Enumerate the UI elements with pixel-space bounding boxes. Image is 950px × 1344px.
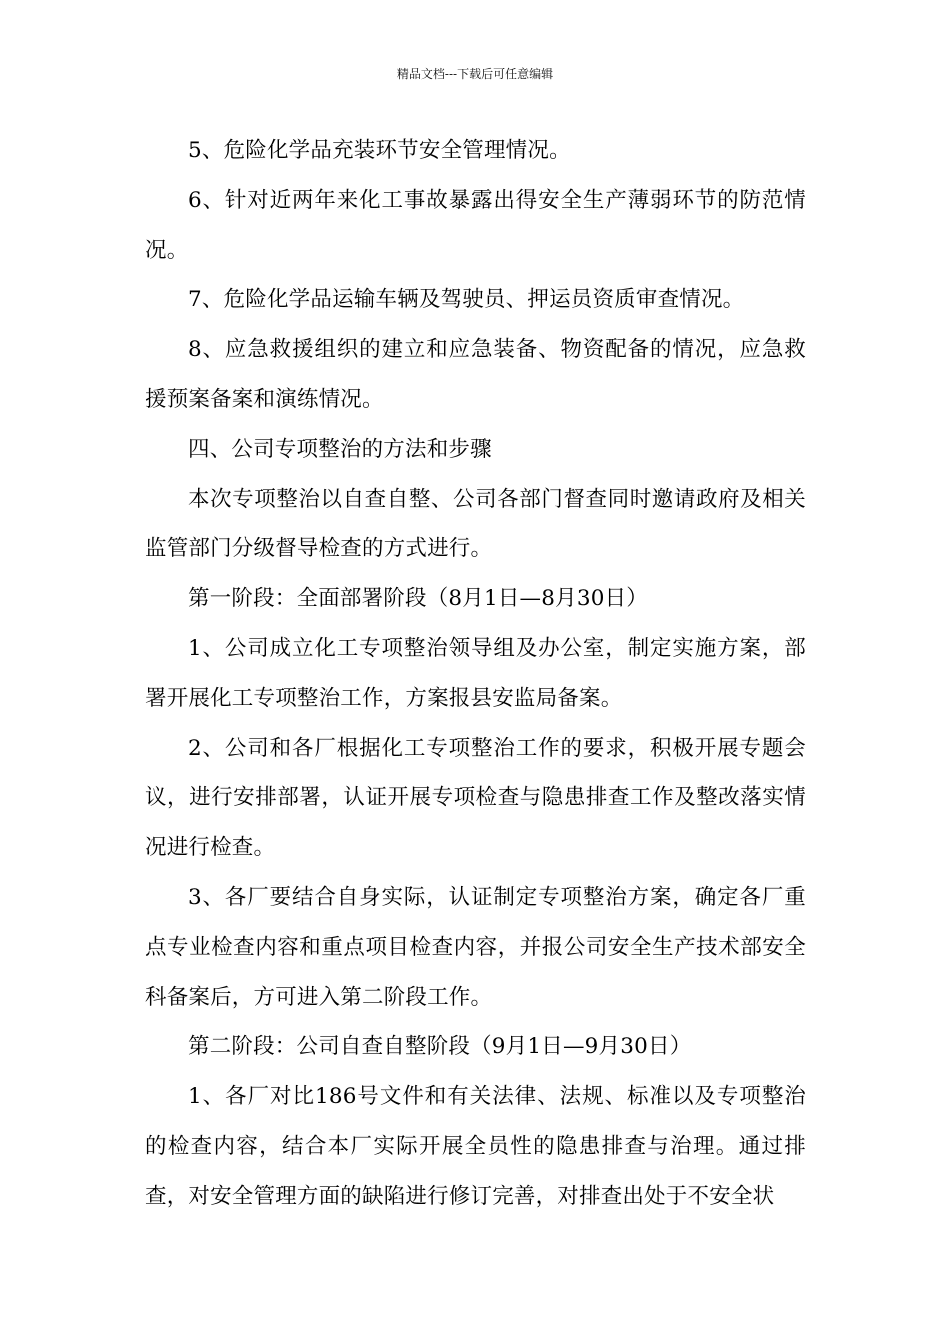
stage-two-heading: 第二阶段：公司自查自整阶段（9月1日—9月30日） xyxy=(188,1034,692,1060)
stage-two-item-1: 1、各厂对比186号文件和有关法律、法规、标准以及专项整治的检查内容，结合本厂实际开展全员性的隐患排查与治理。通过排查，对安全管理方面的缺陷进行修订完善，对排查出处于不安全状 xyxy=(145,1084,806,1209)
stage-one-heading: 第一阶段：全面部署阶段（8月1日—8月30日） xyxy=(188,586,648,612)
paragraph-item-7: 7、危险化学品运输车辆及驾驶员、押运员资质审查情况。 xyxy=(188,287,745,313)
stage-one-item-1: 1、公司成立化工专项整治领导组及办公室，制定实施方案，部署开展化工专项整治工作，方案报县安监局备案。 xyxy=(145,635,806,711)
page-header: 精品文档---下载后可任意编辑 xyxy=(396,67,554,81)
paragraph-item-5: 5、危险化学品充装环节安全管理情况。 xyxy=(188,138,571,163)
stage-one-item-2: 2、公司和各厂根据化工专项整治工作的要求，积极开展专题会议，进行安排部署，认证开展专项检查与隐患排查工作及整改落实情况进行检查。 xyxy=(145,735,806,861)
paragraph-item-6: 6、针对近两年来化工事故暴露出得安全生产薄弱环节的防范情况。 xyxy=(145,187,806,263)
section-heading-4: 四、公司专项整治的方法和步骤 xyxy=(188,436,492,462)
stage-one-item-3: 3、各厂要结合自身实际，认证制定专项整治方案，确定各厂重点专业检查内容和重点项目检查内容，并报公司安全生产技术部安全科备案后，方可进入第二阶段工作。 xyxy=(145,884,806,1010)
paragraph-item-8: 8、应急救援组织的建立和应急装备、物资配备的情况，应急救援预案备案和演练情况。 xyxy=(145,337,806,412)
paragraph-method: 本次专项整治以自查自整、公司各部门督查同时邀请政府及相关监管部门分级督导检查的方式进行。 xyxy=(145,486,806,562)
document-body xyxy=(145,126,806,1222)
